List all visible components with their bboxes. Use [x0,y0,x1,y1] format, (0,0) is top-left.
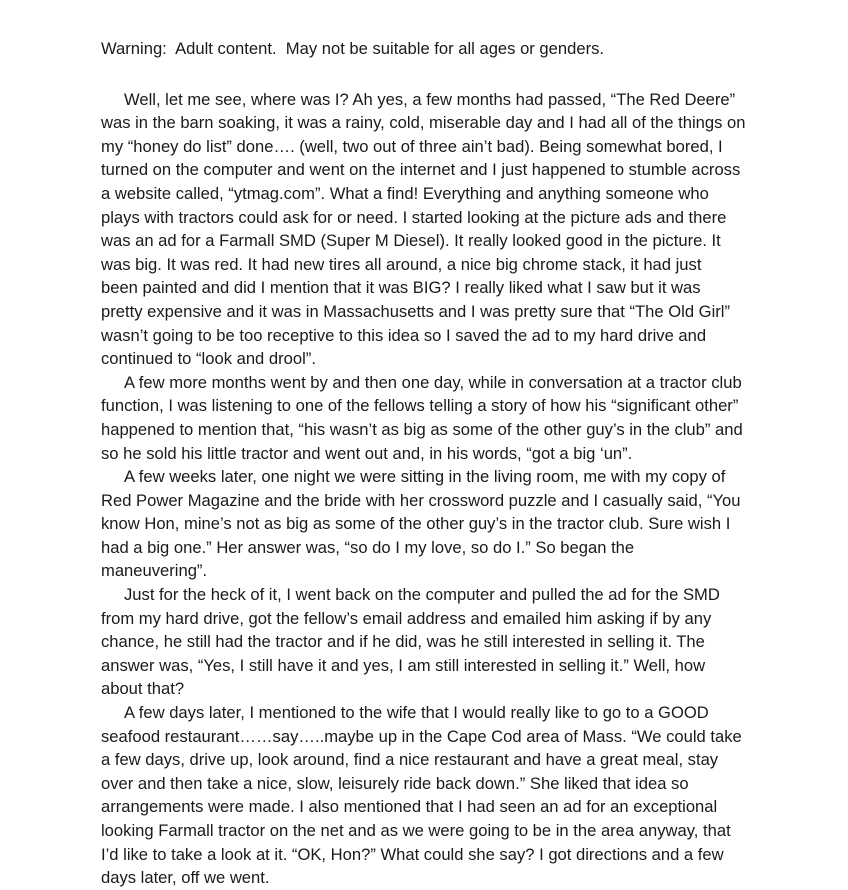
content-warning: Warning: Adult content. May not be suitable for all ages or genders. [101,39,605,58]
text-line: over and then take a nice, slow, leisurely ride back down.” She liked that idea so [101,773,689,793]
text-line: about that? [101,679,185,699]
text-line: know Hon, mine’s not as big as some of the other guy’s in the tractor club. Sure wish I [101,514,731,534]
text-line: seafood restaurant……say…..maybe up in the Cape Cod area of Mass. “We could take [101,726,742,746]
paragraph [101,583,781,701]
paragraph [101,465,781,583]
text-line: a website called, “ytmag.com”. What a find! Everything and anything someone who [101,183,709,203]
text-line: been painted and did I mention that it was BIG? I really liked what I saw but it was [101,278,701,298]
text-line: pretty expensive and it was in Massachusetts and I was pretty sure that “The Old Girl” [101,301,730,321]
text-line: days later, off we went. [101,868,270,888]
text-line: was an ad for a Farmall SMD (Super M Diesel). It really looked good in the picture. It [101,231,721,251]
paragraph [101,701,781,890]
document-body [101,37,781,890]
text-line: had a big one.” Her answer was, “so do I my love, so do I.” So began the [101,537,635,557]
text-line: plays with tractors could ask for or need. I started looking at the picture ads and there [101,207,727,227]
text-line: from my hard drive, got the fellow’s email address and emailed him asking if by any [101,608,712,628]
paragraph [101,371,781,465]
text-line: my “honey do list” done…. (well, two out of three ain’t bad). Being somewhat bored, I [101,136,723,156]
text-line: Well, let me see, where was I? Ah yes, a few months had passed, “The Red Deere” [124,89,736,109]
text-line: chance, he still had the tractor and if he did, was he still interested in selling it. The [101,632,705,652]
text-line: turned on the computer and went on the internet and I just happened to stumble across [101,160,741,180]
text-line: maneuvering”. [101,561,208,581]
text-line: function, I was listening to one of the fellows telling a story of how his “significant other” [101,396,739,416]
text-line: looking Farmall tractor on the net and as we were going to be in the area anyway, that [101,821,731,840]
text-line: was big. It was red. It had new tires all around, a nice big chrome stack, it had just [101,254,702,274]
text-line: answer was, “Yes, I still have it and yes, I am still interested in selling it.” Well, how [101,655,706,675]
text-line: a few days, drive up, look around, find a nice restaurant and have a great meal, stay [101,750,719,770]
story-text [101,88,781,890]
text-line: so he sold his little tractor and went out and, in his words, “got a big ‘un”. [101,443,633,463]
text-line: was in the barn soaking, it was a rainy, cold, miserable day and I had all of the things on [101,113,746,133]
text-line: Just for the heck of it, I went back on the computer and pulled the ad for the SMD [124,585,720,605]
text-line: A few more months went by and then one day, while in conversation at a tractor club [124,372,742,392]
text-line: A few weeks later, one night we were sitting in the living room, me with my copy of [124,467,726,487]
text-line: A few days later, I mentioned to the wife that I would really like to go to a GOOD [124,703,709,723]
text-line: arrangements were made. I also mentioned that I had seen an ad for an exceptional [101,797,718,817]
text-line: continued to “look and drool”. [101,349,316,369]
paragraph [101,88,781,371]
text-line: wasn’t going to be too receptive to this idea so I saved the ad to my hard drive and [101,325,707,345]
text-line: Red Power Magazine and the bride with her crossword puzzle and I casually said, “You [101,490,741,510]
text-line: I’d like to take a look at it. “OK, Hon?” What could she say? I got directions and a few [101,844,724,864]
text-line: happened to mention that, “his wasn’t as big as some of the other guy’s in the club” and [101,419,743,439]
